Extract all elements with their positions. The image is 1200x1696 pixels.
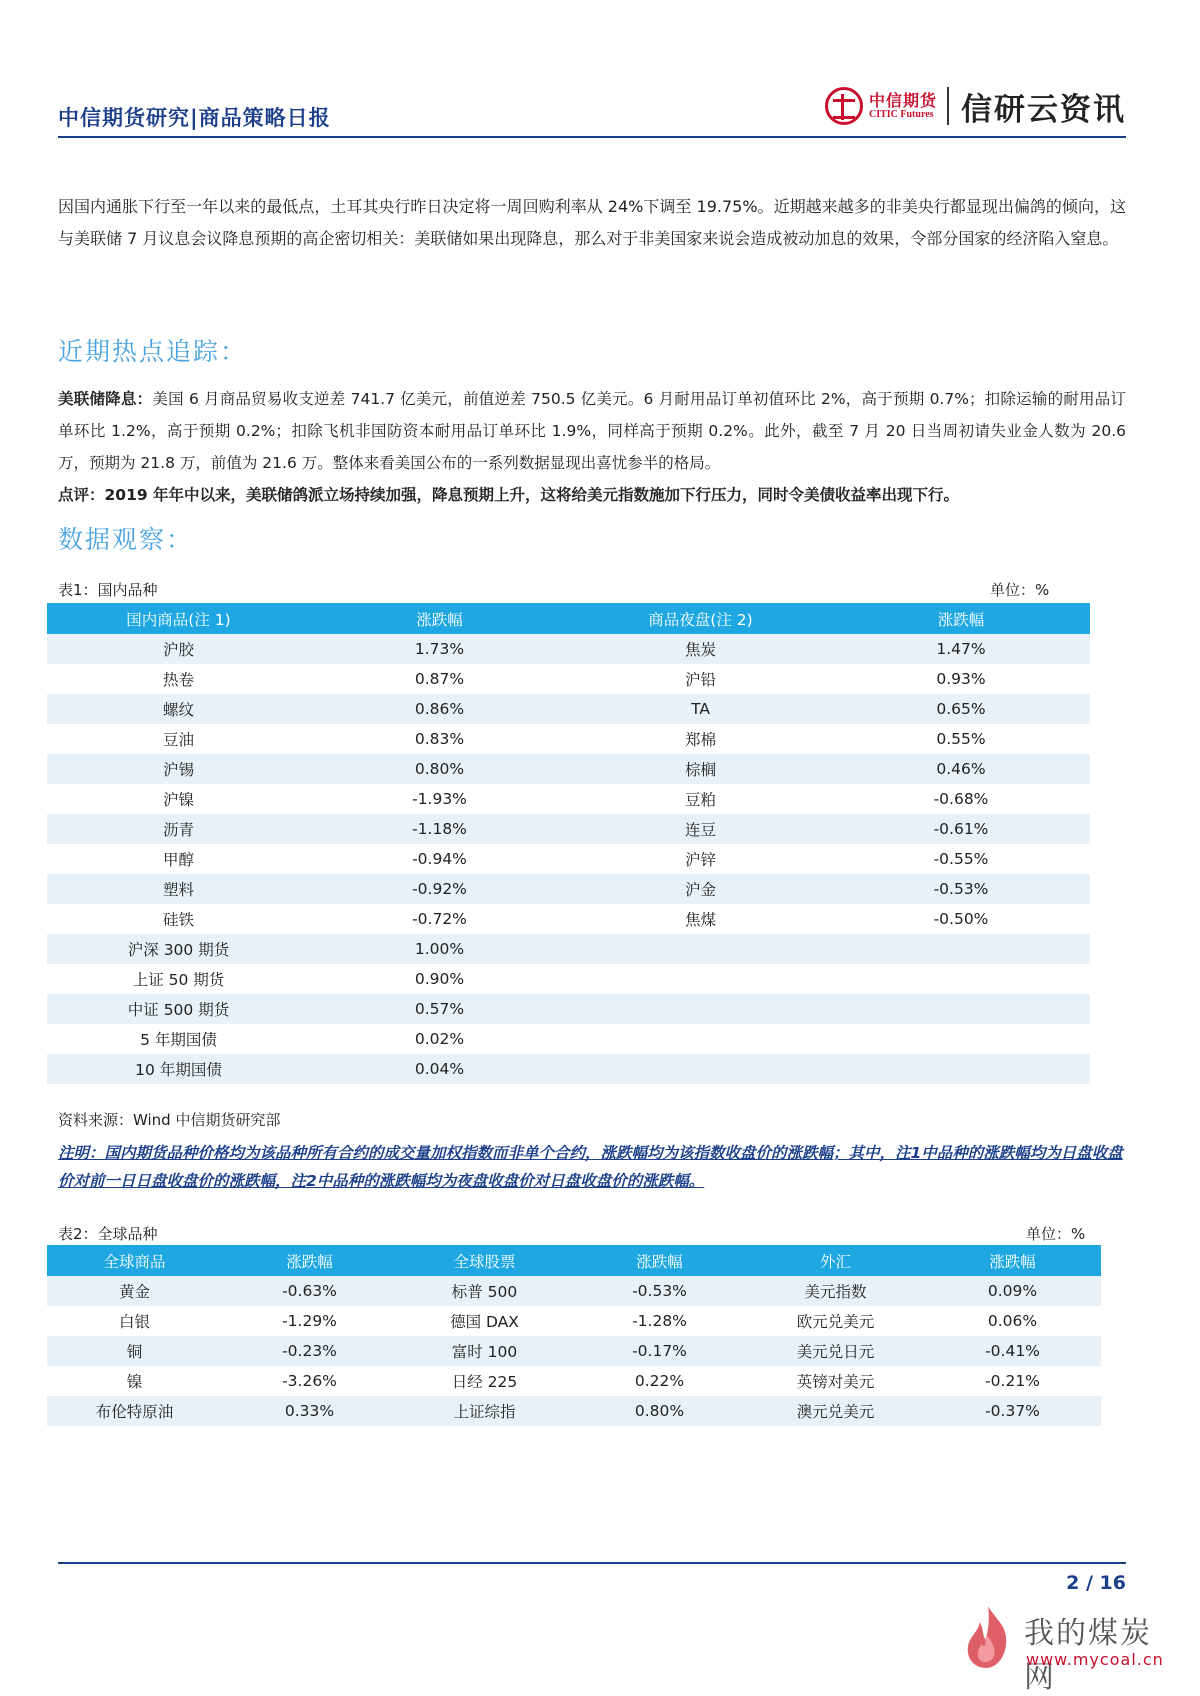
table-cell xyxy=(569,934,832,964)
hot-topic-comment: 点评：2019 年年中以来，美联储鸽派立场持续加强，降息预期上升，这将给美元指数施加下行压力，同时令美债收益率出现下行。 xyxy=(58,486,960,504)
column-header: 外汇 xyxy=(747,1245,924,1276)
table-cell: 德国 DAX xyxy=(397,1306,572,1336)
table-row xyxy=(47,934,1090,964)
table-cell: -0.61% xyxy=(832,814,1090,844)
table-cell xyxy=(569,994,832,1024)
table-cell: -0.92% xyxy=(310,874,569,904)
table-header-row xyxy=(47,1245,1101,1276)
table-cell xyxy=(569,1054,832,1084)
table-cell: 0.87% xyxy=(310,664,569,694)
table-cell: 硅铁 xyxy=(47,904,310,934)
citic-logo-icon xyxy=(825,87,863,125)
table-cell: 0.80% xyxy=(310,754,569,784)
table-cell xyxy=(832,1054,1090,1084)
table-cell xyxy=(832,1024,1090,1054)
brand-logo xyxy=(825,84,1126,128)
table-note: 注明：国内期货品种价格均为该品种所有合约的成交量加权指数而非单个合约，涨跌幅均为该指数收盘价的涨跌幅；其中，注1中品种的涨跌幅均为日盘收盘价对前一日日盘收盘价的涨跌幅，注2中品种的涨跌幅均为夜盘收盘价对日盘收盘价的涨跌幅。 xyxy=(58,1144,1123,1190)
table-cell: 塑料 xyxy=(47,874,310,904)
table-cell: 1.00% xyxy=(310,934,569,964)
table-cell: -0.72% xyxy=(310,904,569,934)
table-cell: 0.22% xyxy=(572,1366,747,1396)
table-cell: -0.53% xyxy=(832,874,1090,904)
column-header: 涨跌幅 xyxy=(572,1245,747,1276)
table-row xyxy=(47,754,1090,784)
table-cell: 澳元兑美元 xyxy=(747,1396,924,1426)
table-cell: 上证 50 期货 xyxy=(47,964,310,994)
table-cell xyxy=(569,964,832,994)
table-cell: 10 年期国债 xyxy=(47,1054,310,1084)
table-row xyxy=(47,634,1090,664)
table-cell: 富时 100 xyxy=(397,1336,572,1366)
table-cell: 豆粕 xyxy=(569,784,832,814)
table-cell: 棕榈 xyxy=(569,754,832,784)
section-title-data: 数据观察： xyxy=(58,525,194,554)
table-cell: 1.47% xyxy=(832,634,1090,664)
table-cell: 沪锡 xyxy=(47,754,310,784)
table-cell: 螺纹 xyxy=(47,694,310,724)
table-row xyxy=(47,1306,1101,1336)
table-cell: 布伦特原油 xyxy=(47,1396,222,1426)
hot-topic-lead: 美联储降息： xyxy=(58,390,153,408)
table-row xyxy=(47,844,1090,874)
table-cell: 0.02% xyxy=(310,1024,569,1054)
domestic-table xyxy=(47,603,1090,1084)
column-header: 全球股票 xyxy=(397,1245,572,1276)
table-cell: 镍 xyxy=(47,1366,222,1396)
table-cell: 沪锌 xyxy=(569,844,832,874)
table-cell: -1.28% xyxy=(572,1306,747,1336)
table-cell: 0.46% xyxy=(832,754,1090,784)
table-cell: 甲醇 xyxy=(47,844,310,874)
hot-topic-block xyxy=(58,383,1126,511)
table-cell: 1.73% xyxy=(310,634,569,664)
table-row xyxy=(47,724,1090,754)
table-row xyxy=(47,874,1090,904)
table-cell: 0.93% xyxy=(832,664,1090,694)
table-row xyxy=(47,1366,1101,1396)
table-cell: 0.04% xyxy=(310,1054,569,1084)
table-cell: 0.86% xyxy=(310,694,569,724)
table-cell: -0.23% xyxy=(222,1336,397,1366)
table-cell: -0.68% xyxy=(832,784,1090,814)
table-cell: 0.90% xyxy=(310,964,569,994)
table-row xyxy=(47,784,1090,814)
watermark-url: www.mycoal.cn xyxy=(1026,1650,1164,1669)
table-cell: 0.06% xyxy=(924,1306,1101,1336)
table-header-row xyxy=(47,603,1090,634)
column-header: 全球商品 xyxy=(47,1245,222,1276)
intro-paragraph: 因国内通胀下行至一年以来的最低点，土耳其央行昨日决定将一周回购利率从 24%下调至 19.75%。近期越来越多的非美央行都显现出偏鸽的倾向，这与美联储 7 月议息会议降息预期的高企密切相关：美联储如果出现降息，那么对于非美国家来说会造成被动加息的效果，令部分国家的经济陷入窒息。 xyxy=(58,197,1126,248)
section-title-hot: 近期热点追踪： xyxy=(58,337,248,366)
logo-divider xyxy=(947,87,949,125)
table-row xyxy=(47,814,1090,844)
column-header: 涨跌幅 xyxy=(222,1245,397,1276)
table-row xyxy=(47,664,1090,694)
table-cell: TA xyxy=(569,694,832,724)
column-header: 涨跌幅 xyxy=(924,1245,1101,1276)
table-cell: -1.29% xyxy=(222,1306,397,1336)
table-cell: 美元指数 xyxy=(747,1276,924,1306)
table-cell: 沥青 xyxy=(47,814,310,844)
table-cell: -0.63% xyxy=(222,1276,397,1306)
column-header: 涨跌幅 xyxy=(310,603,569,634)
site-watermark xyxy=(960,1600,1180,1695)
table-cell xyxy=(569,1024,832,1054)
table-row xyxy=(47,1396,1101,1426)
table-cell: -0.94% xyxy=(310,844,569,874)
table-row xyxy=(47,1054,1090,1084)
table-cell: 沪金 xyxy=(569,874,832,904)
table-cell xyxy=(832,934,1090,964)
table-cell: 沪铅 xyxy=(569,664,832,694)
table2-unit: 单位：% xyxy=(1026,1225,1086,1243)
column-header: 商品夜盘(注 2) xyxy=(569,603,832,634)
data-source: 资料来源：Wind 中信期货研究部 xyxy=(58,1111,281,1129)
table-cell: 豆油 xyxy=(47,724,310,754)
table-cell: -3.26% xyxy=(222,1366,397,1396)
page-number: 2 / 16 xyxy=(1066,1572,1126,1594)
page-header xyxy=(58,80,1126,138)
table-cell: 0.83% xyxy=(310,724,569,754)
table-cell: 沪镍 xyxy=(47,784,310,814)
table-cell: 白银 xyxy=(47,1306,222,1336)
table-row xyxy=(47,694,1090,724)
table-cell xyxy=(832,994,1090,1024)
table-cell: 标普 500 xyxy=(397,1276,572,1306)
table-cell: -0.21% xyxy=(924,1366,1101,1396)
table-row xyxy=(47,964,1090,994)
table-cell: 焦炭 xyxy=(569,634,832,664)
table-cell: 郑棉 xyxy=(569,724,832,754)
table-cell: 中证 500 期货 xyxy=(47,994,310,1024)
table-row xyxy=(47,1024,1090,1054)
watermark-title: 我的煤炭网 xyxy=(1024,1616,1152,1695)
table-cell: 0.09% xyxy=(924,1276,1101,1306)
table-cell: 美元兑日元 xyxy=(747,1336,924,1366)
global-table xyxy=(47,1245,1101,1426)
table-cell: 沪深 300 期货 xyxy=(47,934,310,964)
table-cell: -1.93% xyxy=(310,784,569,814)
table1-unit: 单位：% xyxy=(990,581,1050,599)
table-cell: 焦煤 xyxy=(569,904,832,934)
table-cell: 0.33% xyxy=(222,1396,397,1426)
table-cell: 连豆 xyxy=(569,814,832,844)
column-header: 国内商品(注 1) xyxy=(47,603,310,634)
table-cell: 沪胶 xyxy=(47,634,310,664)
table1-caption: 表1：国内品种 xyxy=(58,581,158,599)
table-cell: 上证综指 xyxy=(397,1396,572,1426)
table-cell: 英镑对美元 xyxy=(747,1366,924,1396)
table-cell: 日经 225 xyxy=(397,1366,572,1396)
brand-name: 信研云资讯 xyxy=(961,91,1126,128)
table-row xyxy=(47,904,1090,934)
table-cell: -0.37% xyxy=(924,1396,1101,1426)
flame-logo-icon xyxy=(960,1604,1016,1670)
table-cell: -1.18% xyxy=(310,814,569,844)
table-cell: 5 年期国债 xyxy=(47,1024,310,1054)
report-title: 中信期货研究|商品策略日报 xyxy=(58,106,331,130)
table-cell: 热卷 xyxy=(47,664,310,694)
table2-caption: 表2：全球品种 xyxy=(58,1225,158,1243)
table-cell: -0.41% xyxy=(924,1336,1101,1366)
table-cell: 黄金 xyxy=(47,1276,222,1306)
table-cell: 铜 xyxy=(47,1336,222,1366)
table-cell: -0.50% xyxy=(832,904,1090,934)
logo-cn-text: 中信期货 xyxy=(868,90,937,110)
table-cell: -0.53% xyxy=(572,1276,747,1306)
logo-en-text: CITIC Futures xyxy=(868,109,934,121)
column-header: 涨跌幅 xyxy=(832,603,1090,634)
table-row xyxy=(47,994,1090,1024)
footer-divider xyxy=(58,1562,1126,1564)
table-row xyxy=(47,1336,1101,1366)
table-cell: 欧元兑美元 xyxy=(747,1306,924,1336)
table-cell xyxy=(832,964,1090,994)
table-cell: -0.55% xyxy=(832,844,1090,874)
hot-topic-body: 美国 6 月商品贸易收支逆差 741.7 亿美元，前值逆差 750.5 亿美元。6 月耐用品订单初值环比 2%，高于预期 0.7%；扣除运输的耐用品订单环比 1.2%，高于预期 0.2%；扣除飞机非国防资本耐用品订单环比 1.9%，同样高于预期 0.2%。此外，截至 7 月 20 日当周初请失业金人数为 20.6 万，预期为 21.8 万，前值为 21.6 万。整体来看美国公布的一系列数据显现出喜忧参半的格局。 xyxy=(58,390,1126,472)
table-cell: 0.65% xyxy=(832,694,1090,724)
table-cell: 0.80% xyxy=(572,1396,747,1426)
table-cell: -0.17% xyxy=(572,1336,747,1366)
table-row xyxy=(47,1276,1101,1306)
table-cell: 0.57% xyxy=(310,994,569,1024)
table-cell: 0.55% xyxy=(832,724,1090,754)
